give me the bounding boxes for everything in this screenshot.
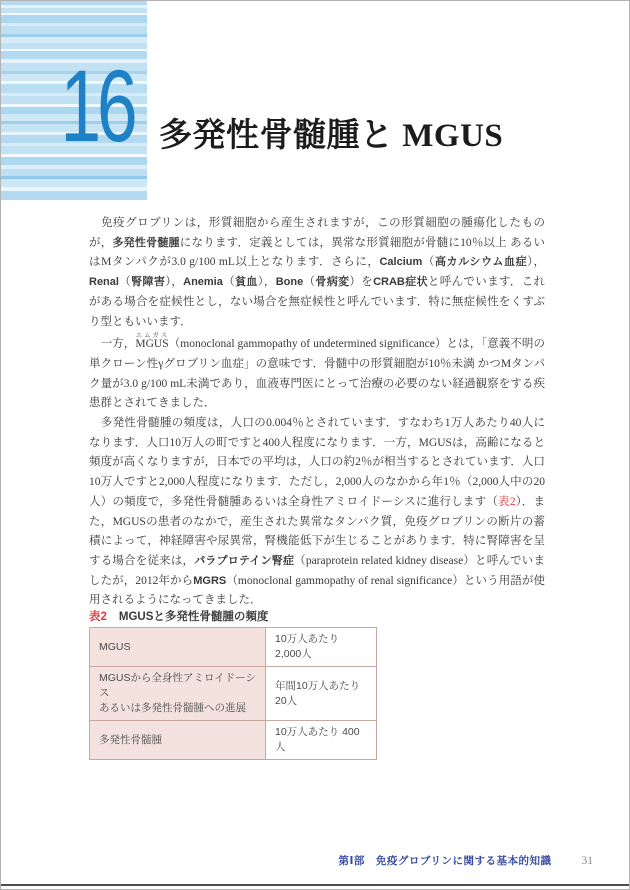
frequency-table-body <box>90 628 377 760</box>
emphasis-text: 高カルシウム血症 <box>434 256 528 269</box>
text-segment: ）， <box>165 276 184 289</box>
table-cell-value: 年間10万人あたり 20人 <box>266 667 377 721</box>
table-cell-value: 10万人あたり 2,000人 <box>266 628 377 667</box>
table-row <box>90 667 377 721</box>
page-footer <box>339 853 594 868</box>
emphasis-text: Bone <box>275 276 304 289</box>
emphasis-text: 骨病変 <box>315 276 350 289</box>
table-reference: 表2 <box>498 495 516 508</box>
emphasis-text: 貧血 <box>235 276 258 289</box>
text-segment: ）を <box>349 276 374 289</box>
text-segment: と呼んでいます．これがある場合を症候性とし，ない場合を無症候性と呼んでいます．特に無症候性をくすぶり型ともいいます． <box>89 276 546 328</box>
text-segment: 一方， <box>89 338 136 351</box>
chapter-header-band <box>1 1 147 200</box>
table-cell-item: 多発性骨髄腫 <box>90 721 266 760</box>
table-caption-title: MGUSと多発性骨髄腫の頻度 <box>118 611 269 623</box>
table-caption-label: 表2 <box>89 611 107 623</box>
emphasis-text: Calcium <box>379 256 423 269</box>
emphasis-text: Anemia <box>183 276 223 289</box>
table-cell-item: MGUSから全身性アミロイドーシス あるいは多発性骨髄腫への進展 <box>90 667 266 721</box>
paragraph <box>89 414 545 611</box>
paragraph <box>89 332 545 414</box>
emphasis-text: 腎障害 <box>131 276 166 289</box>
text-segment: （paraprotein related kidney disease）と呼んでいましたが，2012年から <box>89 554 545 587</box>
text-segment: （ <box>118 276 132 289</box>
chapter-number: 16 <box>59 49 133 163</box>
text-segment: （ <box>303 276 316 289</box>
emphasis-text: 多発性骨髄腫 <box>112 236 180 249</box>
text-segment: （ <box>222 276 236 289</box>
text-segment: （monoclonal gammopathy of renal significance）という用語が使用されるようになってきました． <box>89 574 545 607</box>
text-segment: ）， <box>527 256 545 269</box>
text-segment: 多発性骨髄腫の頻度は，人口の0.004％とされています．すなわち1万人あたり40人になります．人口10万人の町ですと400人程度になります．一方，MGUSは，高齢になると頻度が高くなりますが，日本での平均は，人口の約2％が相当するとされています．人口10万人ですと2,000人程度になります．ただし，2,000人のなかから年1％（2,000人中の20人）の頻度で，多発性骨髄腫あるいは全身性アミロイドーシスに進行します（ <box>89 417 545 508</box>
paragraph <box>89 214 545 332</box>
text-segment: （monoclonal gammopathy of undetermined significance）とは，「意義不明の単クローン性γグロブリン血症」の意味です．骨髄中の形質細胞が10％未満 かつMタンパク量が3.0 g/100 mL未満であり，血液専門医にとって治療の必要のない経過観察をする疾患群とされてきました． <box>89 338 546 410</box>
frequency-table <box>89 627 377 760</box>
table-cell-item: MGUS <box>90 628 266 667</box>
emphasis-text: Renal <box>89 276 119 289</box>
emphasis-text: パラプロテイン腎症 <box>194 554 295 567</box>
text-segment: 免疫グロブリンは，形質細胞から産生されますが，この形質細胞の腫瘍化したものが， <box>89 217 545 249</box>
table-caption <box>89 608 268 624</box>
emphasis-text: MGRS <box>193 574 227 587</box>
emphasis-text: CRAB症状 <box>373 276 428 289</box>
bottom-rule <box>1 884 630 887</box>
table-row <box>90 628 377 667</box>
text-segment: ）．また，MGUSの患者のなかで，産生された異常なタンパク質，免疫グロブリンの断片の蓄積によって，神経障害や尿異常，腎機能低下が生じることがあります．特に腎障害を呈する場合を従来は， <box>89 495 546 567</box>
footer-page-number: 31 <box>581 855 593 867</box>
table-row <box>90 721 377 760</box>
page-title: 多発性骨髄腫と MGUS <box>159 118 504 155</box>
text-segment: ）， <box>257 276 276 289</box>
body-text <box>89 214 545 611</box>
text-segment: （ <box>422 256 435 269</box>
ruby-term: MGUSエムガス <box>135 332 169 351</box>
text-segment: になります．定義としては，異常な形質細胞が骨髄に10％以上 あるいはMタンパクが3.0 g/100 mL以上となります．さらに， <box>89 236 546 269</box>
footer-section-title: 第Ⅰ部 免疫グロブリンに関する基本的知識 <box>338 855 552 867</box>
table-cell-value: 10万人あたり 400人 <box>266 721 377 760</box>
